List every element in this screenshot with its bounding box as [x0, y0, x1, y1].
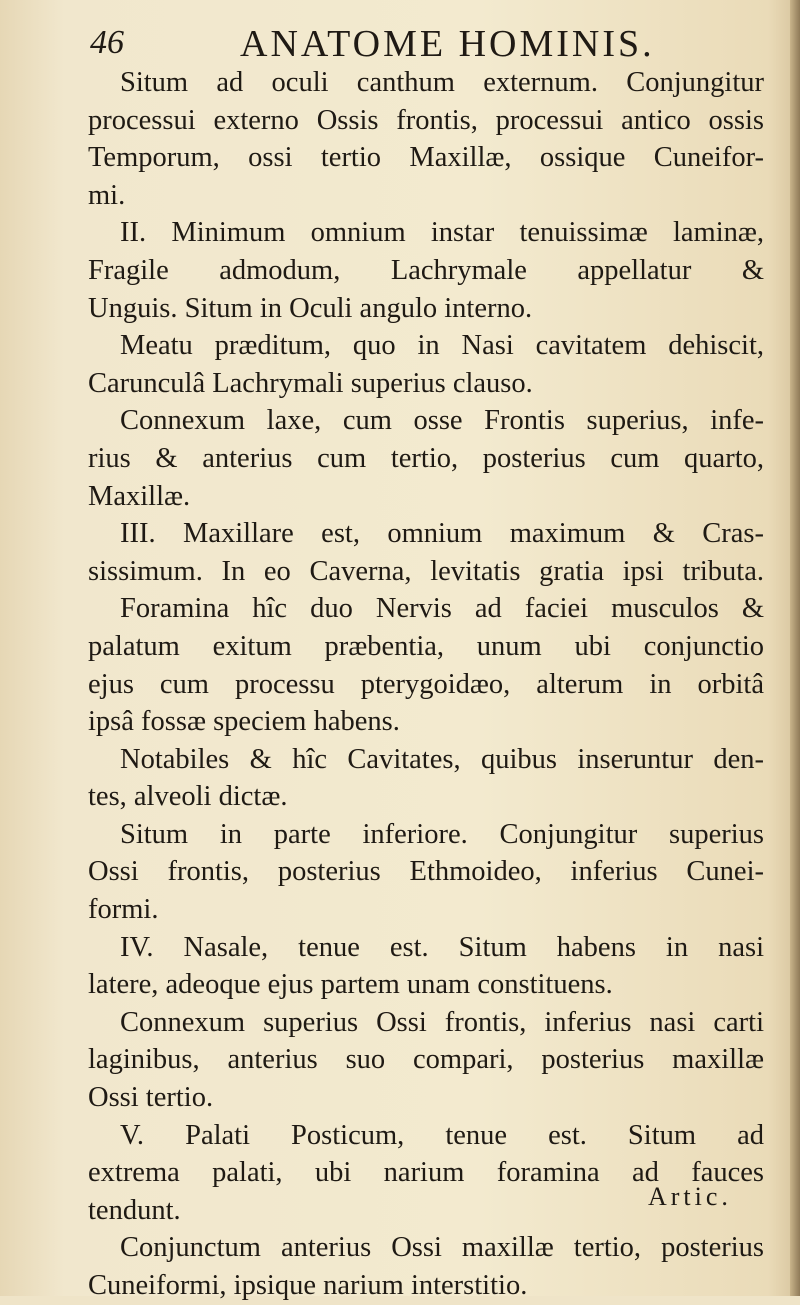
text-line: IV. Nasale, tenue est. Situm habens in nasi	[120, 931, 764, 963]
text-body	[88, 64, 764, 1305]
text-line: formi.	[88, 894, 159, 926]
text-line: Unguis. Situm in Oculi angulo interno.	[88, 292, 533, 324]
text-line: tes, alveoli dictæ.	[88, 781, 288, 813]
text-line: Temporum, ossi tertio Maxillæ, ossique Cuneifor-	[88, 142, 764, 174]
text-line: Carunculâ Lachrymali superius clauso.	[88, 367, 533, 399]
text-line: Ossi frontis, posterius Ethmoideo, inferius Cunei-	[88, 856, 764, 888]
text-line: tendunt.	[88, 1194, 181, 1226]
text-line: processui externo Ossis frontis, processui antico ossis	[88, 104, 764, 136]
text-line: III. Maxillare est, omnium maximum & Cras-	[120, 518, 764, 550]
text-line: palatum exitum præbentia, unum ubi conjunctio	[88, 630, 764, 662]
running-title: ANATOME HOMINIS.	[240, 23, 655, 65]
text-line: Maxillæ.	[88, 480, 191, 512]
text-line: Notabiles & hîc Cavitates, quibus inseruntur den-	[120, 743, 764, 775]
text-line: Connexum superius Ossi frontis, inferius nasi carti	[120, 1006, 764, 1038]
text-line: rius & anterius cum tertio, posterius cum quarto,	[88, 442, 764, 474]
text-line: Situm ad oculi canthum externum. Conjungitur	[120, 67, 764, 98]
page-number: 46	[90, 24, 124, 61]
page-edge	[790, 0, 800, 1296]
text-line: mi.	[88, 179, 126, 211]
text-line: ejus cum processu pterygoidæo, alterum in orbitâ	[88, 668, 764, 700]
text-line: laginibus, anterius suo compari, posterius maxillæ	[88, 1044, 764, 1076]
catchword: Artic.	[648, 1182, 732, 1211]
text-line: Ossi tertio.	[88, 1082, 214, 1114]
text-line: V. Palati Posticum, tenue est. Situm ad	[120, 1119, 764, 1151]
text-line: Situm in parte inferiore. Conjungitur superius	[120, 818, 764, 850]
text-line: II. Minimum omnium instar tenuissimæ laminæ,	[120, 217, 764, 249]
text-line: Cuneiformi, ipsique narium interstitio.	[88, 1270, 528, 1301]
text-line: Fragile admodum, Lachrymale appellatur &	[88, 254, 764, 286]
text-line: Conjunctum anterius Ossi maxillæ tertio, posterius	[120, 1232, 764, 1264]
text-line: Meatu præditum, quo in Nasi cavitatem dehiscit,	[120, 330, 764, 362]
text-line: sissimum. In eo Caverna, levitatis gratia ipsi tributa.	[88, 555, 764, 587]
text-line: Connexum laxe, cum osse Frontis superius, infe-	[120, 405, 764, 437]
text-line: latere, adeoque ejus partem unam constituens.	[88, 969, 613, 1001]
text-line: ipsâ fossæ speciem habens.	[88, 706, 400, 738]
text-line: Foramina hîc duo Nervis ad faciei musculos &	[120, 593, 764, 625]
text-line: extrema palati, ubi narium foramina ad fauces	[88, 1157, 764, 1189]
